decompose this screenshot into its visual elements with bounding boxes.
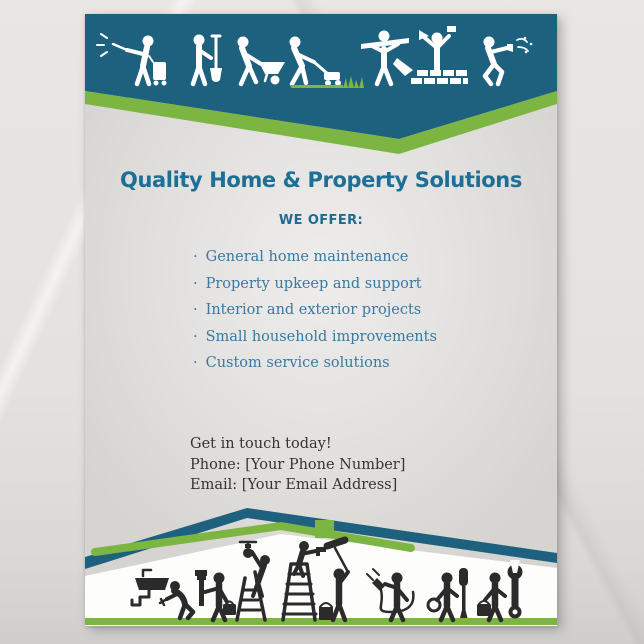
service-item: · General home maintenance: [193, 244, 527, 271]
mowed-grass-strip: [291, 85, 343, 88]
footer-house-banner: [85, 500, 557, 626]
contact-phone: Phone: [Your Phone Number]: [190, 456, 406, 473]
service-item: · Custom service solutions: [193, 350, 527, 377]
contact-cta: Get in touch today!: [190, 436, 332, 452]
contact-email: Email: [Your Email Address]: [190, 477, 398, 493]
service-item: · Property upkeep and support: [193, 271, 527, 298]
flyer: [85, 14, 557, 626]
services-list: [193, 244, 527, 377]
service-item: · Small household improvements: [193, 324, 527, 351]
flyer-title: Quality Home & Property Solutions: [120, 168, 522, 192]
contact-block: [190, 434, 405, 496]
header-banner: [85, 14, 557, 156]
we-offer-heading: WE OFFER:: [278, 213, 364, 228]
service-item: · Interior and exterior projects: [193, 297, 527, 324]
